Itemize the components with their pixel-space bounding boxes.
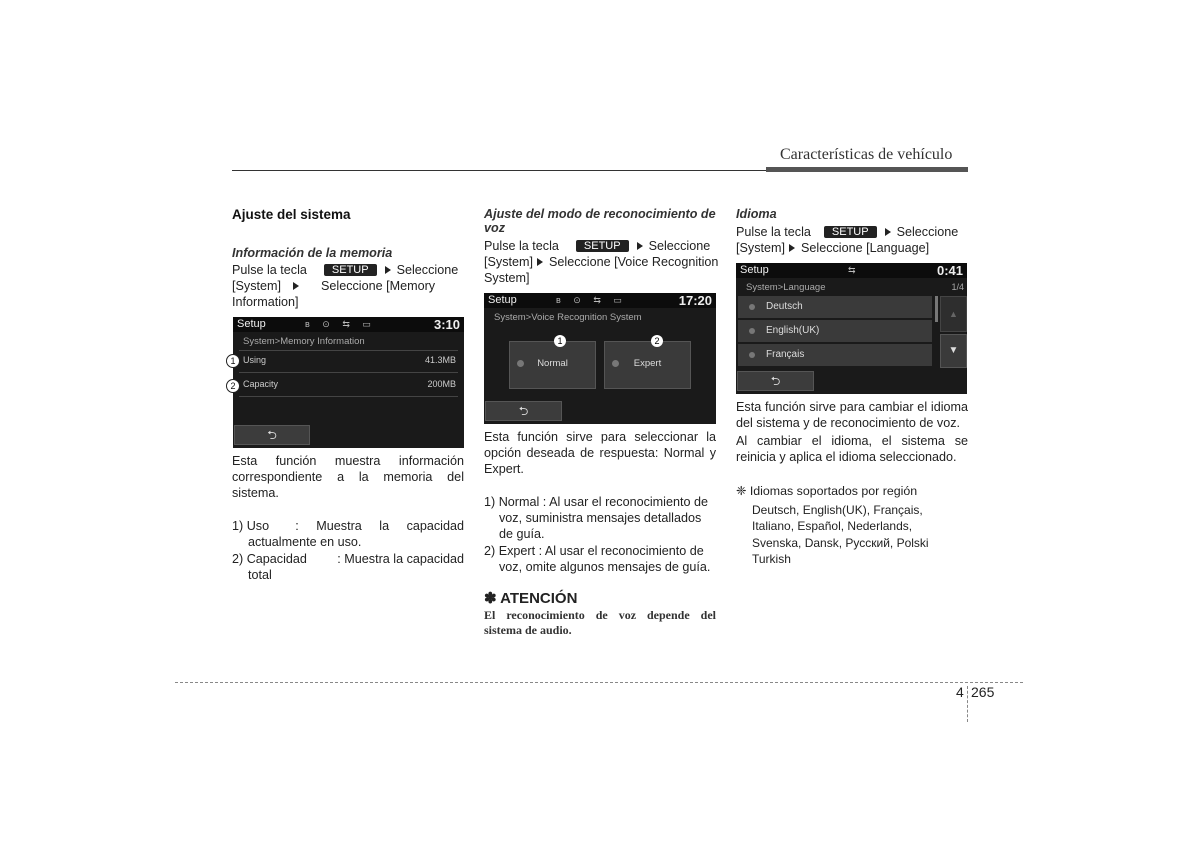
radio-indicator: [749, 328, 755, 334]
back-button[interactable]: [234, 425, 310, 445]
page-number-divider: [967, 686, 968, 722]
radio-indicator: [749, 352, 755, 358]
screen-status-bar: [233, 317, 464, 332]
language-label: Deutsch: [766, 301, 803, 312]
language-description-1: Esta función sirve para cambiar el idioma del sistema y de reconocimiento de voz.: [736, 400, 968, 430]
languages-line: Italiano, Español, Nederlands,: [752, 519, 913, 534]
callout-marker-1: 1: [226, 354, 240, 368]
instruction-line: [484, 238, 716, 254]
screen-status-bar: [736, 263, 967, 278]
list-cont: total: [248, 568, 272, 582]
screen-title: Setup: [237, 318, 266, 330]
supported-languages-list: [752, 502, 929, 567]
instruction-line: [484, 254, 719, 270]
callout-marker-2: 2: [651, 335, 663, 347]
subheading-memory: Información de la memoria: [232, 246, 393, 260]
divider: [239, 372, 458, 373]
arrow-right-icon: [293, 282, 299, 290]
list-item: [484, 543, 716, 575]
using-label: Using: [243, 355, 267, 365]
setup-key: SETUP: [824, 226, 877, 238]
memory-info-screen: [233, 317, 464, 448]
list-line: 2) Expert : Al usar el reconocimiento de: [484, 544, 704, 558]
using-value: 41.3MB: [424, 355, 456, 365]
language-label: Français: [766, 349, 805, 360]
arrow-right-icon: [537, 258, 543, 266]
screen-path: System>Voice Recognition System: [494, 312, 642, 323]
screen-path: System>Memory Information: [243, 336, 365, 347]
list-cont: actualmente en uso.: [248, 535, 362, 549]
language-screen: [736, 263, 967, 394]
status-icons: ʙ ⊙ ⇆ ▭: [305, 319, 376, 329]
screen-clock: 17:20: [678, 293, 712, 308]
list-item: [232, 551, 464, 583]
up-arrow-icon: ▲: [949, 309, 958, 319]
arrow-right-icon: [637, 242, 643, 250]
memory-description: Esta función muestra información correspondiente a la memoria del sistema.: [232, 454, 464, 500]
back-icon: ⮌: [267, 428, 277, 442]
subheading-language: Idioma: [736, 207, 777, 221]
list-line: 1) Normal : Al usar el reconocimiento de: [484, 495, 708, 509]
status-icons: ʙ ⊙ ⇆ ▭: [556, 295, 627, 305]
voice-recognition-screen: [484, 293, 716, 424]
languages-line: Svenska, Dansk, Русский, Polski: [752, 535, 929, 550]
instruction-text: Seleccione [Memory: [321, 279, 436, 293]
screen-clock: 3:10: [433, 317, 460, 332]
instruction-text: Pulse la tecla: [484, 239, 559, 253]
instruction-text: Seleccione [Language]: [801, 241, 930, 255]
list-line: de guía.: [499, 527, 545, 541]
status-icons: ⇆: [848, 265, 861, 275]
language-option[interactable]: [738, 296, 932, 318]
language-description-2: Al cambiar el idioma, el sistema se reinicia y aplica el idioma seleccionado.: [736, 434, 968, 464]
screen-path: System>Language: [746, 282, 826, 293]
languages-line: Deutsch, English(UK), Français,: [752, 503, 923, 517]
button-label: Normal: [537, 358, 568, 369]
list-text: : Muestra la capacidad: [337, 552, 464, 566]
page-header-title: Características de vehículo: [780, 146, 953, 163]
page-number: 265: [971, 684, 995, 700]
languages-line: Turkish: [752, 551, 791, 566]
instruction-text: Pulse la tecla: [736, 225, 811, 239]
list-item: [484, 494, 716, 542]
list-term: 2) Capacidad: [232, 552, 307, 566]
instruction-text: Seleccione: [396, 263, 459, 277]
language-option[interactable]: [738, 320, 932, 342]
arrow-right-icon: [789, 244, 795, 252]
callout-marker-1: 1: [554, 335, 566, 347]
supported-languages-title: ❈ Idiomas soportados por región: [736, 484, 918, 498]
instruction-text: Seleccione: [648, 239, 711, 253]
setup-key: SETUP: [324, 264, 377, 276]
down-arrow-icon: ▼: [948, 345, 959, 356]
instruction-text: Pulse la tecla: [232, 263, 307, 277]
back-icon: ⮌: [770, 374, 781, 388]
back-icon: ⮌: [518, 404, 529, 418]
instruction-text: [System]: [484, 255, 533, 269]
list-line: voz, omite algunos mensajes de guía.: [499, 560, 711, 574]
divider: [239, 350, 458, 351]
instruction-line: [232, 278, 464, 294]
instruction-line: System]: [484, 271, 530, 285]
screen-clock: 0:41: [936, 263, 963, 278]
screen-status-bar: [484, 293, 716, 308]
list-item: [232, 518, 464, 550]
normal-mode-button[interactable]: [509, 341, 596, 389]
header-accent-bar: [766, 167, 968, 172]
instruction-text: Seleccione [Voice Recognition: [549, 255, 719, 269]
list-text: : Muestra la capacidad: [295, 519, 464, 533]
screen-title: Setup: [488, 294, 517, 306]
instruction-line: [736, 224, 968, 240]
callout-marker-2: 2: [226, 379, 240, 393]
voice-description: Esta función sirve para seleccionar la opción deseada de respuesta: Normal y Expert.: [484, 430, 716, 476]
scroll-down-button[interactable]: [940, 334, 967, 368]
attention-title: ✽ ATENCIÓN: [484, 590, 578, 607]
instruction-text: [System]: [232, 279, 281, 293]
list-line: voz, suministra mensajes detallados: [499, 511, 702, 525]
arrow-right-icon: [885, 228, 891, 236]
scroll-up-button[interactable]: [940, 296, 967, 332]
capacity-value: 200MB: [427, 379, 456, 389]
back-button[interactable]: [485, 401, 562, 421]
section-heading: Ajuste del sistema: [232, 207, 351, 222]
arrow-right-icon: [385, 266, 391, 274]
instruction-line: [736, 240, 968, 256]
instruction-line: [232, 262, 464, 278]
language-label: English(UK): [766, 325, 820, 336]
back-button[interactable]: [737, 371, 814, 391]
instruction-line: Information]: [232, 295, 299, 309]
radio-indicator: [749, 304, 755, 310]
section-number: 4: [956, 684, 964, 700]
page-indicator: 1/4: [951, 282, 964, 292]
capacity-label: Capacity: [243, 379, 279, 389]
setup-key: SETUP: [576, 240, 629, 252]
instruction-text: Seleccione: [896, 225, 959, 239]
expert-mode-button[interactable]: [604, 341, 691, 389]
screen-title: Setup: [740, 264, 769, 276]
divider: [239, 396, 458, 397]
footer-rule: [175, 682, 1023, 683]
instruction-text: [System]: [736, 241, 785, 255]
subheading-voice: Ajuste del modo de reconocimiento de voz: [484, 207, 716, 235]
language-option[interactable]: [738, 344, 932, 366]
list-term: 1) Uso: [232, 519, 270, 533]
scrollbar[interactable]: [935, 296, 938, 322]
button-label: Expert: [633, 358, 662, 369]
attention-text: El reconocimiento de voz depende del sistema de audio.: [484, 608, 716, 637]
